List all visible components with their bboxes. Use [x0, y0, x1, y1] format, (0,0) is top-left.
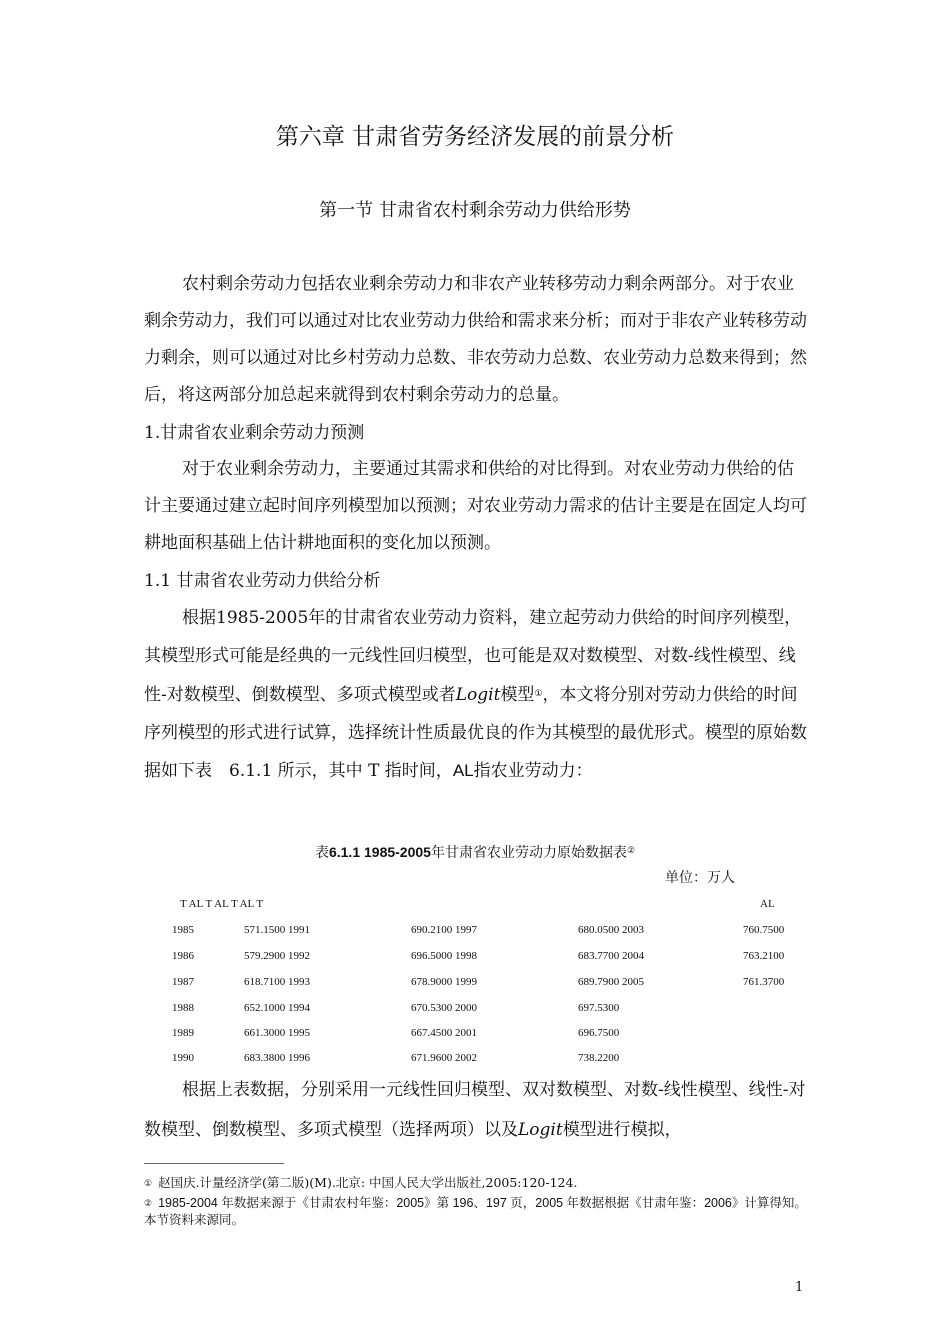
table-cell: 579.2900 1992: [244, 950, 310, 962]
caption-text: 年甘肃省农业劳动力原始数据表: [430, 845, 627, 861]
table-cell: 763.2100: [743, 950, 785, 962]
table-cell: 696.5000 1998: [411, 950, 477, 962]
footnote-mark: ①: [144, 1179, 153, 1189]
heading-1-1: 1.1 甘肃省农业劳动力供给分析: [144, 571, 381, 591]
table-caption: [0, 842, 950, 862]
table-cell: 680.0500 2003: [578, 924, 644, 936]
model-text-part2: 模型: [500, 685, 535, 705]
simulation-paragraph: [144, 1070, 810, 1150]
page-number: 1: [795, 1280, 804, 1295]
simulation-text-part1: 根据上表数据，分别采用一元线性回归模型、双对数模型、对数-线性模型、线性-对数模型、倒数模型、多项式模型（选择两项）以及: [144, 1080, 806, 1140]
simulation-text: [144, 1070, 810, 1150]
caption-prefix: 表: [314, 845, 329, 861]
table-cell: 689.7900 2005: [578, 976, 644, 988]
table-header-right: AL: [760, 898, 775, 910]
table-cell: 1989: [172, 1027, 194, 1039]
logit-term: Logit: [455, 685, 501, 705]
table-unit: 单位：万人: [665, 870, 735, 886]
caption-number: 6.1.1 1985-2005: [328, 844, 431, 860]
model-text-part4: 指农业劳动力：: [473, 761, 593, 781]
model-paragraph: [144, 599, 810, 790]
table-cell: 1987: [172, 976, 194, 988]
table-cell: 571.1500 1991: [244, 924, 310, 936]
supply-demand-paragraph: [144, 451, 810, 562]
supply-demand-text: 对于农业剩余劳动力，主要通过其需求和供给的对比得到。对农业劳动力供给的估计主要通过建立起时间序列模型加以预测；对农业劳动力需求的估计主要是在固定人均可耕地面积基础上估计耕地面积的变化加以预测。: [144, 459, 807, 553]
footnote-text: 1985-2004 年数据来源于《甘肃农村年鉴：2005》第 196、197 页，2005 年数据根据《甘肃年鉴：2006》计算得知。本节资料来源同。: [144, 1196, 807, 1227]
heading-1: 1.甘肃省农业剩余劳动力预测: [144, 423, 365, 443]
table-cell: 760.7500: [743, 924, 785, 936]
table-cell: 1988: [172, 1002, 194, 1014]
table-cell: 761.3700: [743, 976, 785, 988]
table-cell: 696.7500: [578, 1027, 620, 1039]
footnote-divider: [144, 1163, 284, 1164]
table-cell: 678.9000 1999: [411, 976, 477, 988]
table-cell: 671.9600 2002: [411, 1052, 477, 1064]
footnote-ref-2: ②: [626, 846, 636, 856]
table-cell: 683.7700 2004: [578, 950, 644, 962]
footnote-mark: ②: [144, 1198, 153, 1208]
table-cell: 683.3800 1996: [244, 1052, 310, 1064]
intro-text: 农村剩余劳动力包括农业剩余劳动力和非农产业转移劳动力剩余两部分。对于农业剩余劳动力，我们可以通过对比农业劳动力供给和需求来分析；而对于非农产业转移劳动力剩余，则可以通过对比乡村劳动力总数、非农劳动力总数、农业劳动力总数来得到；然后，将这两部分加总起来就得到农村剩余劳动力的总量。: [144, 274, 807, 405]
table-cell: 1985: [172, 924, 194, 936]
model-text-part1: 根据1985-2005年的甘肃省农业劳动力资料，建立起劳动力供给的时间序列模型，其模型形式可能是经典的一元线性回归模型，也可能是双对数模型、对数-线性模型、线性-对数模型、倒数模型、多项式模型或者: [144, 608, 802, 705]
model-text: [144, 599, 810, 790]
table-cell: 1990: [172, 1052, 194, 1064]
table-header-left: T AL T AL T AL T: [180, 898, 264, 910]
footnote-1: [144, 1174, 814, 1193]
table-cell: 697.5300: [578, 1002, 620, 1014]
simulation-text-part2: 模型进行模拟，: [562, 1120, 682, 1140]
table-cell: 667.4500 2001: [411, 1027, 477, 1039]
table-cell: 690.2100 1997: [411, 924, 477, 936]
table-cell: 1986: [172, 950, 194, 962]
table-cell: 670.5300 2000: [411, 1002, 477, 1014]
logit-term: Logit: [518, 1120, 563, 1140]
table-cell: 652.1000 1994: [244, 1002, 310, 1014]
footnote-ref-1: ①: [534, 689, 543, 699]
footnote-2: [144, 1195, 814, 1229]
intro-paragraph: [144, 266, 810, 414]
table-cell: 738.2200: [578, 1052, 620, 1064]
table-cell: 618.7100 1993: [244, 976, 310, 988]
chapter-title: 第六章 甘肃省劳务经济发展的前景分析: [275, 124, 675, 150]
table-cell: 661.3000 1995: [244, 1027, 310, 1039]
footnote-text: 赵国庆.计量经济学(第二版)(M).北京: 中国人民大学出版社,2005:120-124.: [158, 1175, 578, 1190]
section-title: 第一节 甘肃省农村剩余劳动力供给形势: [319, 200, 631, 221]
al-term: AL: [452, 761, 474, 780]
model-text-part3: ，本文将分别对劳动力供给的时间序列模型的形式进行试算，选择统计性质最优良的作为其模型的最优形式。模型的原始数据如下表 6.1.1 所示，其中 T 指时间，: [144, 685, 807, 781]
